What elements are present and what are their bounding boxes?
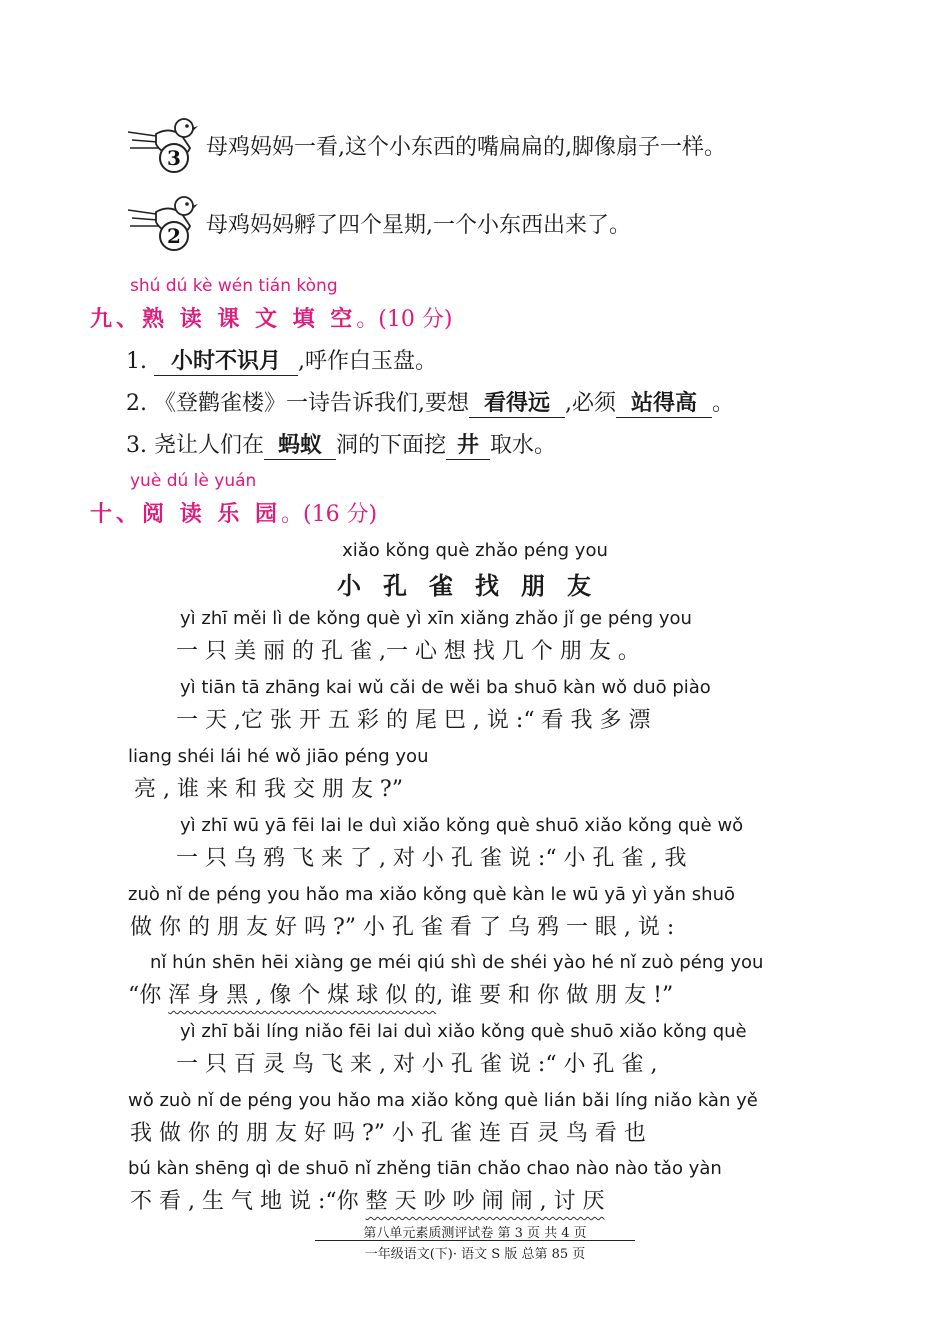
answer-blank[interactable]: 站得高 [616, 386, 712, 418]
question-number: 1. [126, 349, 147, 374]
fill-question-3 [126, 428, 556, 460]
question-text: ,必须 [565, 391, 616, 416]
footer-line-1: 第八单元素质测评试卷 第 3 页 共 4 页 [363, 1226, 587, 1241]
hanzi-segment: 不 看 , 生 气 地 说 :“你 [130, 1189, 366, 1214]
section-title-text: 九、熟 读 课 文 填 空 [90, 306, 357, 332]
bird-number-icon [126, 196, 206, 252]
section10-title [90, 497, 377, 528]
question-text: 尧让人们在 [154, 433, 265, 458]
pinyin-row: bú kàn shēng qì de shuō nǐ zhěng tiān chǎo chao nào nào tǎo yàn [128, 1158, 722, 1179]
hanzi-row: 做 你 的 朋 友 好 吗 ?” 小 孔 雀 看 了 乌 鸦 一 眼 , 说 : [130, 915, 675, 940]
story-title-pinyin: xiǎo kǒng què zhǎo péng you [342, 540, 608, 561]
svg-text:2: 2 [167, 224, 181, 248]
hanzi-row [128, 978, 673, 1009]
question-number: 2. [126, 391, 147, 416]
hanzi-row [130, 1184, 605, 1215]
pinyin-row: zuò nǐ de péng you hǎo ma xiǎo kǒng què kàn le wū yā yì yǎn shuō [128, 884, 736, 905]
pinyin-row: wǒ zuò nǐ de péng you hǎo ma xiǎo kǒng què lián bǎi líng niǎo kàn yě [128, 1090, 758, 1111]
hanzi-row: 一 只 乌 鸦 飞 来 了 , 对 小 孔 雀 说 :“ 小 孔 雀 , 我 [176, 846, 687, 871]
section-title-text: 十、阅 读 乐 园 [90, 501, 281, 527]
question-text: 《登鹳雀楼》一诗告诉我们,要想 [154, 391, 469, 416]
hanzi-row: 亮 , 谁 来 和 我 交 朋 友 ?” [134, 777, 403, 802]
question-text: 洞的下面挖 [336, 433, 447, 458]
section-score: 。(16 分) [280, 502, 378, 527]
story-title: 小孔雀找朋友 [337, 571, 613, 600]
answer-blank[interactable]: 看得远 [469, 386, 565, 418]
hanzi-row: 我 做 你 的 朋 友 好 吗 ?” 小 孔 雀 连 百 灵 鸟 看 也 [130, 1121, 646, 1146]
order-item-text: 母鸡妈妈一看,这个小东西的嘴扁扁的,脚像扇子一样。 [206, 135, 726, 160]
answer-blank[interactable]: 蚂蚁 [264, 428, 336, 460]
hanzi-row: 一 天 ,它 张 开 五 彩 的 尾 巴 , 说 :“ 看 我 多 漂 [176, 708, 651, 733]
answer-blank[interactable]: 井 [446, 428, 490, 460]
pinyin-row: yì zhī wū yā fēi lai le duì xiǎo kǒng què shuō xiǎo kǒng què wǒ [180, 815, 744, 836]
section10-pinyin: yuè dú lè yuán [130, 471, 257, 491]
wavy-underlined-text: 浑 身 黑 , 像 个 煤 球 似 的 [168, 983, 437, 1008]
footer-divider [315, 1240, 635, 1241]
fill-question-2 [126, 386, 734, 418]
order-item-text: 母鸡妈妈孵了四个星期,一个小东西出来了。 [206, 213, 631, 238]
section9-pinyin: shú dú kè wén tián kòng [130, 276, 338, 296]
pinyin-row: nǐ hún shēn hēi xiàng ge méi qiú shì de shéi yào hé nǐ zuò péng you [150, 952, 764, 973]
bird-number-icon [126, 118, 206, 174]
question-number: 3. [126, 433, 147, 458]
pinyin-row: liang shéi lái hé wǒ jiāo péng you [128, 746, 429, 767]
question-text: 。 [712, 391, 735, 416]
hanzi-row: 一 只 百 灵 鸟 飞 来 , 对 小 孔 雀 说 :“ 小 孔 雀 , [176, 1052, 658, 1077]
pinyin-row: yì zhī měi lì de kǒng què yì xīn xiǎng zhǎo jǐ ge péng you [180, 608, 692, 629]
question-text: ,呼作白玉盘。 [298, 349, 437, 374]
section-score: 。(10 分) [356, 307, 453, 332]
question-text: 取水。 [490, 433, 557, 458]
answer-blank[interactable]: 小时不识月 [154, 344, 298, 376]
pinyin-row: yì tiān tā zhāng kai wǔ cǎi de wěi ba shuō kàn wǒ duō piào [180, 677, 711, 698]
fill-question-1 [126, 344, 437, 376]
footer-line-2: 一年级语文(下)· 语文 S 版 总第 85 页 [364, 1247, 586, 1262]
svg-text:3: 3 [167, 146, 181, 170]
hanzi-segment: “你 [128, 983, 169, 1008]
hanzi-row: 一 只 美 丽 的 孔 雀 ,一 心 想 找 几 个 朋 友 。 [176, 639, 640, 664]
hanzi-segment: , 谁 要 和 你 做 朋 友 !” [436, 983, 674, 1008]
wavy-underlined-text: 整 天 吵 吵 闹 闹 , 讨 厌 [365, 1189, 605, 1214]
pinyin-row: yì zhī bǎi líng niǎo fēi lai duì xiǎo kǒng què shuō xiǎo kǒng què [180, 1021, 747, 1042]
section9-title [90, 302, 452, 333]
